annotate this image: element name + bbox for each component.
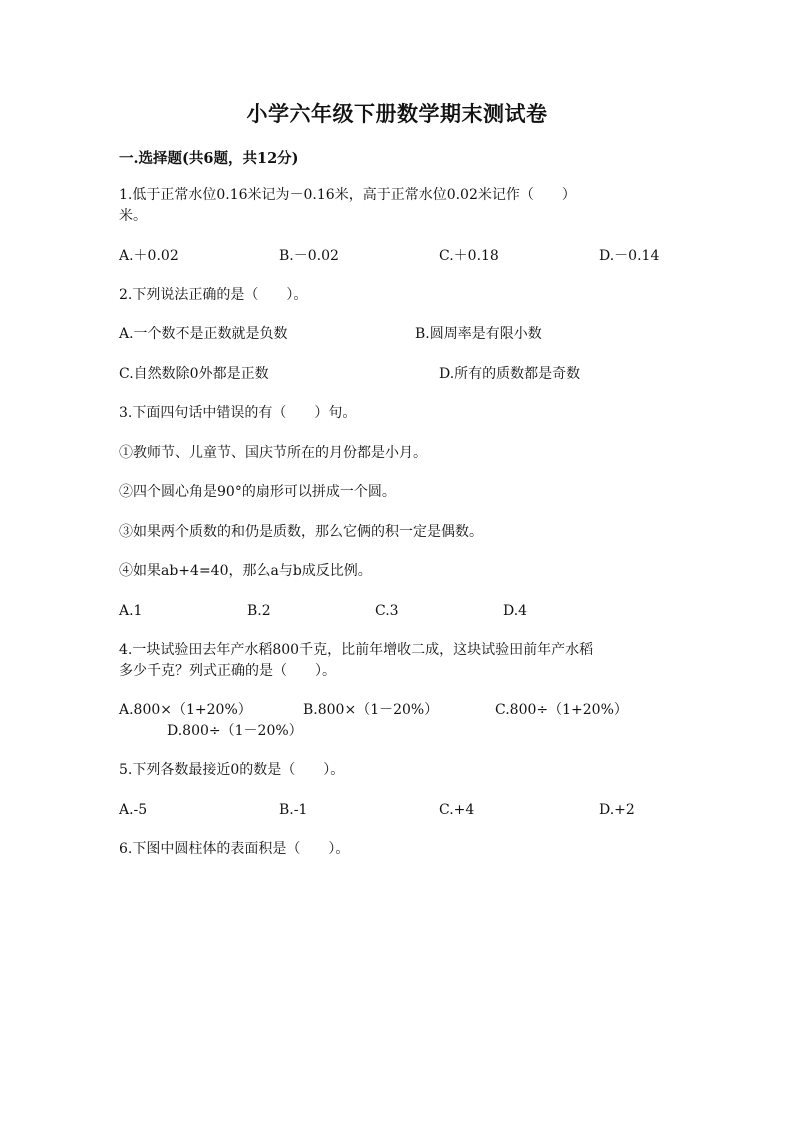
question-3-option-c: C.3 [375,603,399,619]
question-3-statement-1: ①教师节、儿童节、国庆节所在的月份都是小月。 [119,445,427,461]
question-2-option-d: D.所有的质数都是奇数 [439,366,581,382]
question-4-option-b: B.800×（1－20%） [303,702,439,718]
question-2-option-c: C.自然数除0外都是正数 [119,366,269,382]
question-2-option-a: A.一个数不是正数就是负数 [119,326,288,342]
question-3-statement-4: ④如果ab+4=40，那么a与b成反比例。 [119,563,372,579]
question-3-option-a: A.1 [119,603,143,619]
question-3-statement-3: ③如果两个质数的和仍是质数，那么它俩的积一定是偶数。 [119,524,483,540]
question-2-option-b: B.圆周率是有限小数 [415,326,542,342]
page-title: 小学六年级下册数学期末测试卷 [246,101,548,126]
question-5-stem: 5.下列各数最接近0的数是（ ）。 [119,762,345,778]
question-4-option-c: C.800÷（1+20%） [495,702,628,718]
question-4-option-a: A.800×（1+20%） [119,702,252,718]
question-2-stem: 2.下列说法正确的是（ ）。 [119,287,308,303]
question-6-stem: 6.下图中圆柱体的表面积是（ ）。 [119,841,350,857]
question-3-stem: 3.下面四句话中错误的有（ ）句。 [119,405,357,421]
question-1-stem-line-2: 米。 [119,208,147,224]
question-1-option-d: D.－0.14 [599,248,660,264]
question-4-option-d: D.800÷（1－20%） [167,723,303,739]
question-5-option-d: D.+2 [599,802,635,818]
question-3-option-d: D.4 [503,603,528,619]
question-4-stem-line-1: 4.一块试验田去年产水稻800千克，比前年增收二成，这块试验田前年产水稻 [119,642,594,658]
question-5-option-a: A.-5 [119,802,148,818]
question-1-option-c: C.＋0.18 [439,248,499,264]
question-3-statement-2: ②四个圆心角是90°的扇形可以拼成一个圆。 [119,484,396,500]
question-5-option-c: C.+4 [439,802,475,818]
question-1-option-b: B.－0.02 [279,248,339,264]
question-3-option-b: B.2 [247,603,271,619]
question-4-stem-line-2: 多少千克？列式正确的是（ ）。 [119,663,336,679]
section-heading: 一.选择题(共6题，共12分) [119,150,299,167]
question-1-option-a: A.＋0.02 [119,248,179,264]
question-5-option-b: B.-1 [279,802,308,818]
question-1-stem-line-1: 1.低于正常水位0.16米记为－0.16米，高于正常水位0.02米记作（ ） [119,187,576,203]
